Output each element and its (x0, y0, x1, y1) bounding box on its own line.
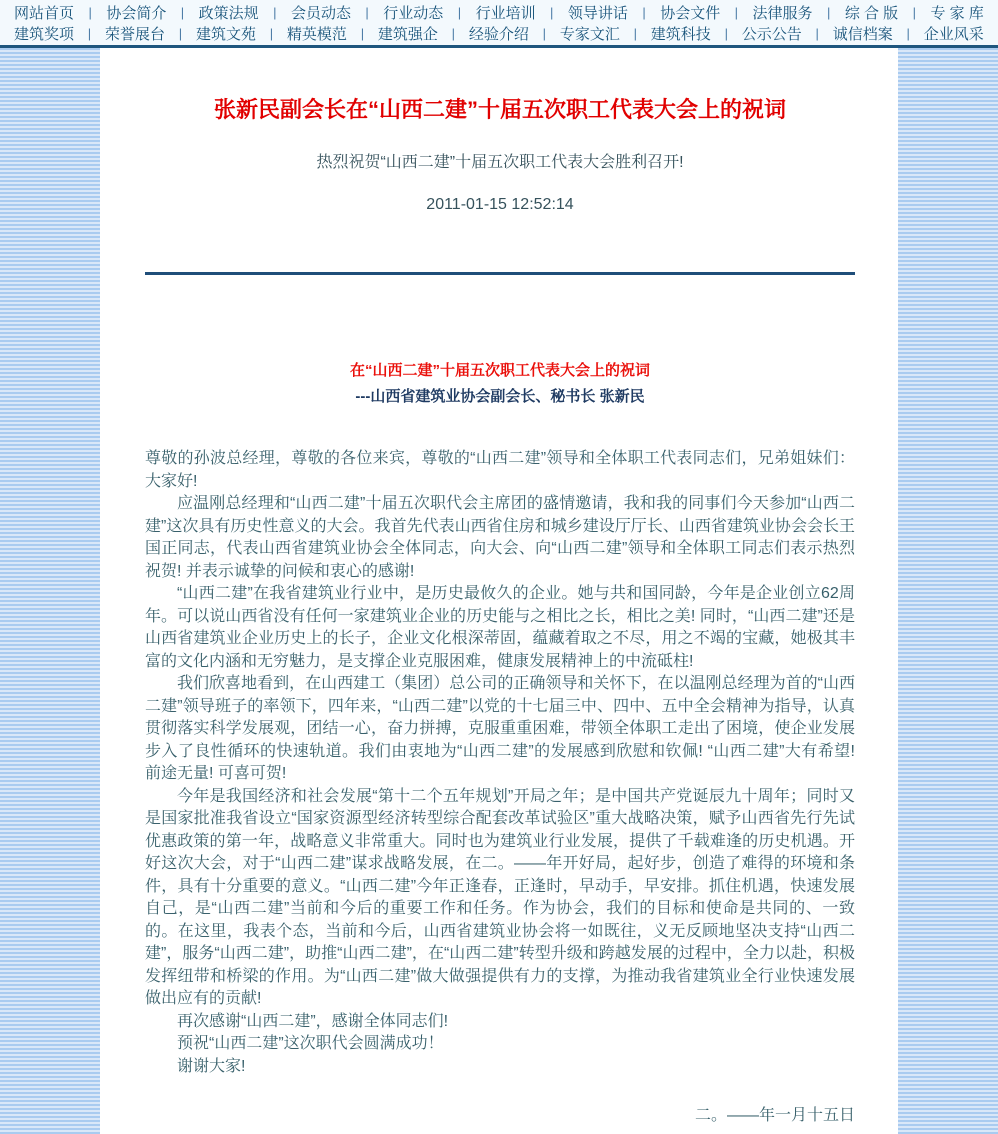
page-title: 张新民副会长在“山西二建”十届五次职工代表大会上的祝词 (213, 97, 786, 122)
article-body (145, 448, 855, 1078)
article-content (100, 48, 898, 1134)
nav-separator: | (457, 5, 462, 20)
nav-item[interactable]: 建筑强企 (377, 26, 438, 43)
nav-separator: | (178, 26, 183, 41)
nav-item[interactable]: 协会简介 (106, 5, 167, 22)
signature-date: 二。——年一月十五日 (694, 1107, 855, 1124)
nav-item[interactable]: 建筑文苑 (195, 26, 256, 43)
article-paragraph: 今年是我国经济和社会发展“第十二个五年规划”开局之年；是中国共产党诞辰九十周年；同时又是国家批准我省设立“国家资源型经济转型综合配套改革试验区”重大战略决策，赋予山西省先行先试优惠政策的第一年，战略意义非常重大。同时也为建筑业行业发展，提供了千载难逢的历史机遇。开好这次大会，对于“山西二建”谋求战略发展，在二。——年开好局，起好步，创造了难得的环境和条件，具有十分重要的意义。“山西二建”今年正逢春，正逢时，早动手，早安排。抓住机遇，快速发展自己，是“山西二建”当前和今后的重要工作和任务。作为协会，我们的目标和使命是共同的、一致的。在这里，我表个态，当前和今后，山西省建筑业协会将一如既往，义无反顾地坚决支持“山西二建”，服务“山西二建”，助推“山西二建”，在“山西二建”转型升级和跨越发展的过程中，全力以赴，积极发挥纽带和桥梁的作用。为“山西二建”做大做强提供有力的支撑，为推动我省建筑业全行业快速发展做出应有的贡献! (145, 787, 855, 1007)
nav-item[interactable]: 诚信档案 (832, 26, 893, 43)
nav-separator: | (906, 26, 910, 41)
nav-item[interactable]: 行业培训 (475, 5, 536, 22)
article-subheading: 在“山西二建”十届五次职工代表大会上的祝词 (349, 362, 650, 379)
nav-item[interactable]: 行业动态 (383, 5, 444, 22)
nav-item[interactable]: 政策法规 (198, 5, 259, 22)
nav-row-1 (0, 2, 998, 23)
nav-separator: | (912, 5, 916, 20)
nav-separator: | (360, 26, 365, 41)
nav-item[interactable]: 协会文件 (660, 5, 721, 22)
nav-row-2 (0, 23, 998, 44)
right-stripe-panel (898, 48, 998, 1134)
nav-separator: | (87, 26, 92, 41)
nav-item[interactable]: 精英模范 (286, 26, 347, 43)
nav-separator: | (542, 26, 547, 41)
nav-item[interactable]: 综 合 版 (844, 5, 899, 22)
nav-item[interactable]: 领导讲话 (567, 5, 628, 22)
top-navigation (0, 0, 998, 48)
nav-item[interactable]: 网站首页 (14, 5, 75, 22)
nav-item[interactable]: 荣誉展台 (104, 26, 165, 43)
nav-separator: | (815, 26, 819, 41)
nav-separator: | (734, 5, 739, 20)
article-byline: ---山西省建筑业协会副会长、秘书长 张新民 (355, 388, 645, 405)
nav-separator: | (642, 5, 646, 20)
nav-item[interactable]: 专家文汇 (559, 26, 620, 43)
main-area (0, 48, 998, 1134)
article-paragraph: 预祝“山西二建”这次职代会圆满成功！ (177, 1035, 444, 1052)
nav-item[interactable]: 建筑科技 (650, 26, 711, 43)
nav-separator: | (633, 26, 637, 41)
nav-item[interactable]: 建筑奖项 (14, 26, 75, 43)
nav-separator: | (365, 5, 369, 20)
nav-item[interactable]: 专 家 库 (930, 5, 984, 22)
nav-separator: | (269, 26, 274, 41)
nav-item[interactable]: 公示公告 (741, 26, 802, 43)
divider-rule (145, 272, 855, 275)
article-paragraph: 再次感谢“山西二建”，感谢全体同志们! (177, 1012, 449, 1030)
nav-separator: | (180, 5, 185, 20)
article-paragraph: 我们欣喜地看到，在山西建工（集团）总公司的正确领导和关怀下，在以温刚总经理为首的“山西二建”领导班子的率领下，四年来，“山西二建”以党的十七届三中、四中、五中全会精神为指导，认真贯彻落实科学发展观，团结一心，奋力拼搏，克服重重困难，带领全体职工走出了困境，使企业发展步入了良性循环的快速轨道。我们由衷地为“山西二建”的发展感到欣慰和钦佩! “山西二建”大有希望! 前途无量! 可喜可贺! (145, 675, 855, 782)
nav-item[interactable]: 会员动态 (290, 5, 351, 22)
article-paragraph: 谢谢大家! (177, 1057, 246, 1075)
nav-separator: | (451, 26, 456, 41)
left-stripe-panel (0, 48, 100, 1134)
nav-separator: | (550, 5, 554, 20)
article-paragraph: “山西二建”在我省建筑业行业中，是历史最攸久的企业。她与共和国同龄，今年是企业创立62周年。可以说山西省没有任何一家建筑业企业的历史能与之相比之长，相比之美! 同时，“山西二建”还是山西省建筑业企业历史上的长子，企业文化根深蒂固，蕴藏着取之不尽，用之不竭的宝藏，她极其丰富的文化内涵和无穷魅力，是支撑企业克服困难，健康发展精神上的中流砥柱! (145, 585, 855, 670)
article-subtitle: 热烈祝贺“山西二建”十届五次职工代表大会胜利召开! (316, 154, 684, 171)
article-datetime: 2011-01-15 12:52:14 (426, 196, 574, 213)
nav-item[interactable]: 法律服务 (752, 5, 813, 22)
nav-separator: | (273, 5, 277, 20)
article-paragraph: 应温刚总经理和“山西二建”十届五次职代会主席团的盛情邀请，我和我的同事们今天参加“山西二建”这次具有历史性意义的大会。我首先代表山西省住房和城乡建设厅厅长、山西省建筑业协会会长王国正同志，代表山西省建筑业协会全体同志，向大会、向“山西二建”领导和全体职工同志们表示热烈祝贺! 并表示诚挚的问候和衷心的感谢! (145, 495, 855, 580)
nav-separator: | (826, 5, 831, 20)
nav-item[interactable]: 企业风采 (923, 26, 984, 43)
nav-item[interactable]: 经验介绍 (468, 26, 529, 43)
article-paragraph: 尊敬的孙波总经理，尊敬的各位来宾，尊敬的“山西二建”领导和全体职工代表同志们，兄弟姐妹们：大家好! (145, 450, 855, 490)
nav-separator: | (88, 5, 92, 20)
nav-separator: | (724, 26, 728, 41)
